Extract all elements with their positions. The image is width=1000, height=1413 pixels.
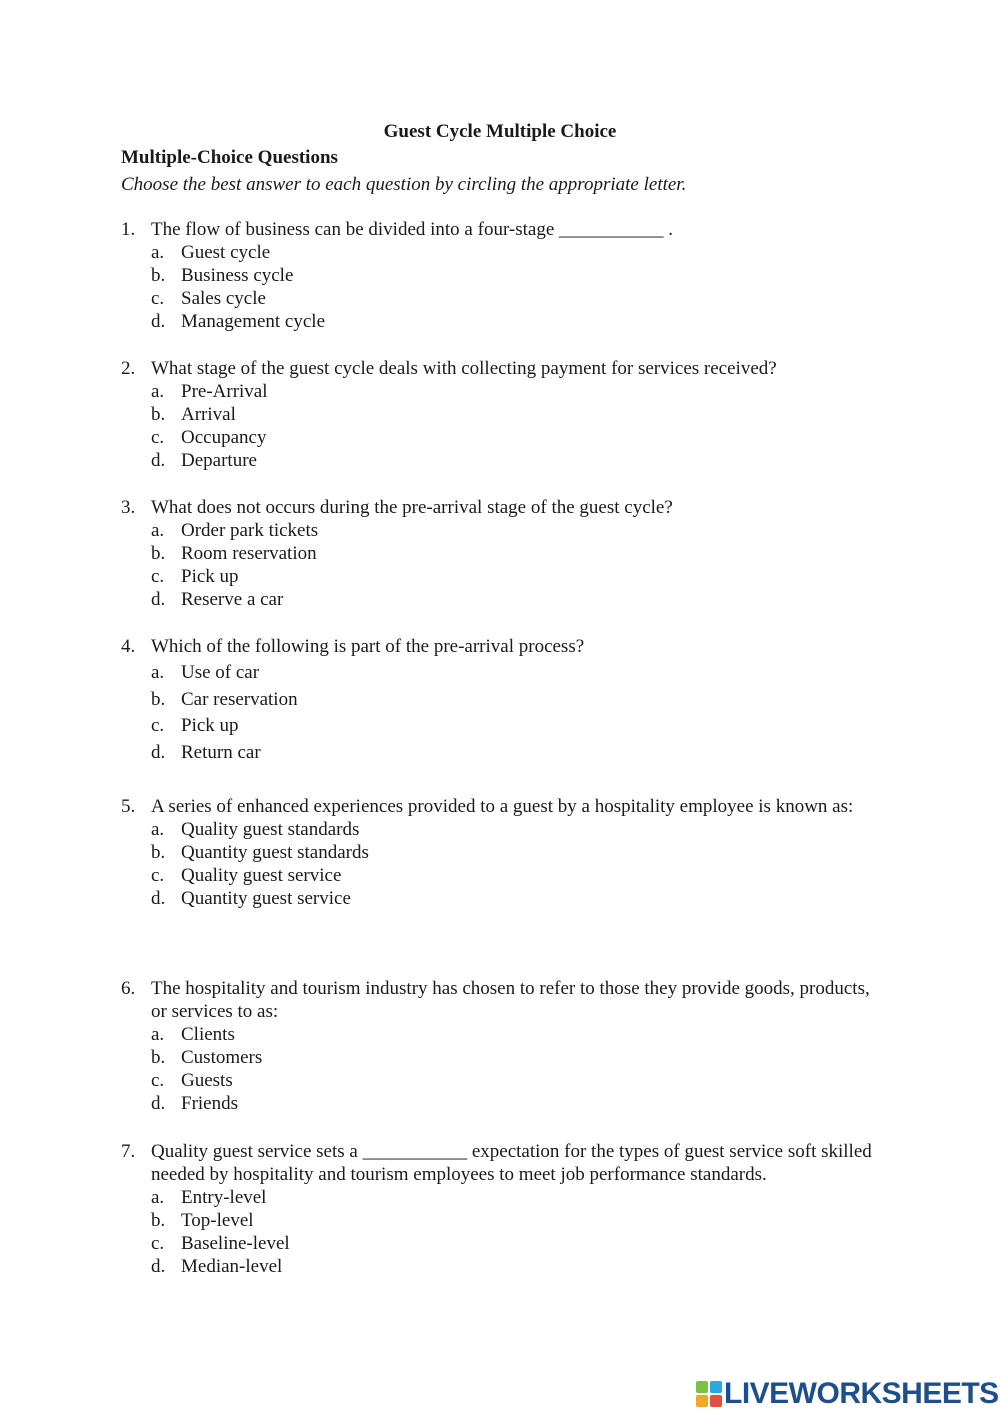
option-letter: c. [151, 566, 165, 587]
option-d[interactable] [151, 887, 881, 910]
option-letter: a. [151, 662, 165, 683]
logo-tile-orange [696, 1395, 708, 1407]
question-5 [121, 795, 881, 910]
option-b[interactable] [151, 264, 881, 287]
option-letter: a. [151, 520, 165, 541]
option-d[interactable] [151, 310, 881, 333]
option-letter: b. [151, 688, 166, 710]
option-letter: d. [151, 1256, 166, 1277]
question-number: 3. [121, 497, 136, 518]
option-text: Order park tickets [181, 520, 319, 541]
option-letter: b. [151, 404, 166, 425]
option-letter: a. [151, 381, 165, 402]
option-b[interactable] [151, 403, 881, 426]
option-a[interactable] [151, 1023, 881, 1046]
question-text: What does not occurs during the pre-arrival stage of the guest cycle? [151, 497, 673, 518]
option-text: Reserve a car [181, 589, 284, 610]
option-b[interactable] [151, 841, 881, 864]
option-text: Top-level [181, 1210, 254, 1231]
option-letter: a. [151, 819, 165, 840]
option-text: Entry-level [181, 1187, 267, 1208]
option-letter: d. [151, 888, 166, 909]
liveworksheets-logo [696, 1376, 999, 1412]
option-text: Clients [181, 1024, 235, 1045]
option-text: Quantity guest service [181, 888, 351, 909]
logo-text: LIVEWORKSHEETS [724, 1377, 999, 1410]
option-c[interactable] [151, 565, 881, 588]
option-d[interactable] [151, 741, 881, 768]
question-number: 6. [121, 978, 136, 999]
option-text: Median-level [181, 1256, 283, 1277]
option-letter: c. [151, 427, 165, 448]
section-heading: Multiple-Choice Questions [121, 147, 338, 168]
option-letter: b. [151, 265, 166, 286]
option-text: Quality guest service [181, 865, 342, 886]
option-text: Sales cycle [181, 288, 266, 309]
option-letter: b. [151, 1210, 166, 1231]
instructions-text: Choose the best answer to each question by circling the appropriate letter. [121, 174, 687, 195]
option-b[interactable] [151, 1046, 881, 1069]
question-3 [121, 496, 881, 611]
option-letter: c. [151, 1233, 165, 1254]
option-text: Management cycle [181, 311, 326, 332]
option-a[interactable] [151, 1186, 881, 1209]
logo-tile-red [710, 1395, 722, 1407]
question-text: A series of enhanced experiences provided to a guest by a hospitality employee is known as: [151, 796, 854, 817]
option-d[interactable] [151, 449, 881, 472]
option-text: Occupancy [181, 427, 267, 448]
question-text: Which of the following is part of the pre-arrival process? [151, 636, 585, 657]
option-text: Guests [181, 1070, 233, 1091]
question-4 [121, 635, 881, 767]
option-c[interactable] [151, 1232, 881, 1255]
option-letter: b. [151, 543, 166, 564]
option-text: Room reservation [181, 543, 317, 564]
question-1 [121, 218, 881, 333]
option-text: Car reservation [181, 688, 298, 710]
option-d[interactable] [151, 588, 881, 611]
option-letter: d. [151, 450, 166, 471]
option-text: Customers [181, 1047, 263, 1068]
option-letter: c. [151, 1070, 165, 1091]
logo-tile-green [696, 1381, 708, 1393]
option-text: Guest cycle [181, 242, 271, 263]
option-text: Departure [181, 450, 257, 471]
option-d[interactable] [151, 1255, 881, 1278]
option-text: Return car [181, 741, 261, 763]
option-c[interactable] [151, 287, 881, 310]
question-number: 2. [121, 358, 136, 379]
question-2 [121, 357, 881, 472]
option-letter: d. [151, 741, 166, 763]
option-letter: a. [151, 242, 165, 263]
liveworksheets-logo-icon [696, 1381, 722, 1407]
option-text: Quality guest standards [181, 819, 360, 840]
option-a[interactable] [151, 818, 881, 841]
option-text: Pick up [181, 566, 239, 587]
option-letter: c. [151, 865, 165, 886]
question-number: 1. [121, 219, 136, 240]
option-d[interactable] [151, 1092, 881, 1115]
question-7 [121, 1140, 881, 1278]
question-number: 7. [121, 1141, 136, 1162]
option-a[interactable] [151, 661, 881, 688]
option-letter: d. [151, 1093, 166, 1114]
option-text: Friends [181, 1093, 238, 1114]
document-title: Guest Cycle Multiple Choice [383, 121, 617, 142]
option-text: Quantity guest standards [181, 842, 369, 863]
option-letter: b. [151, 842, 166, 863]
option-a[interactable] [151, 380, 881, 403]
option-letter: d. [151, 311, 166, 332]
option-b[interactable] [151, 1209, 881, 1232]
question-text: The hospitality and tourism industry has chosen to refer to those they provide goods, products, or services to as: [151, 978, 870, 1022]
option-text: Arrival [181, 404, 236, 425]
option-c[interactable] [151, 864, 881, 887]
option-c[interactable] [151, 1069, 881, 1092]
question-number: 5. [121, 796, 136, 817]
question-text: What stage of the guest cycle deals with collecting payment for services received? [151, 358, 777, 379]
option-a[interactable] [151, 519, 881, 542]
option-letter: b. [151, 1047, 166, 1068]
option-letter: a. [151, 1187, 165, 1208]
option-text: Baseline-level [181, 1233, 290, 1254]
logo-tile-cyan [710, 1381, 722, 1393]
option-text: Use of car [181, 662, 260, 683]
option-text: Pick up [181, 715, 239, 736]
question-text: The flow of business can be divided into a four-stage ___________ . [151, 219, 674, 240]
option-b[interactable] [151, 542, 881, 565]
option-letter: c. [151, 715, 165, 736]
option-c[interactable] [151, 426, 881, 449]
option-c[interactable] [151, 714, 881, 741]
option-letter: c. [151, 288, 165, 309]
question-text: Quality guest service sets a ___________ expectation for the types of guest service soft skilled needed by hospitality and tourism employees to meet job performance standards. [151, 1141, 872, 1185]
option-letter: d. [151, 589, 166, 610]
option-letter: a. [151, 1024, 165, 1045]
question-6 [121, 977, 881, 1115]
option-b[interactable] [151, 688, 881, 715]
option-a[interactable] [151, 241, 881, 264]
option-text: Pre-Arrival [181, 381, 268, 402]
question-number: 4. [121, 636, 136, 657]
option-text: Business cycle [181, 265, 294, 286]
